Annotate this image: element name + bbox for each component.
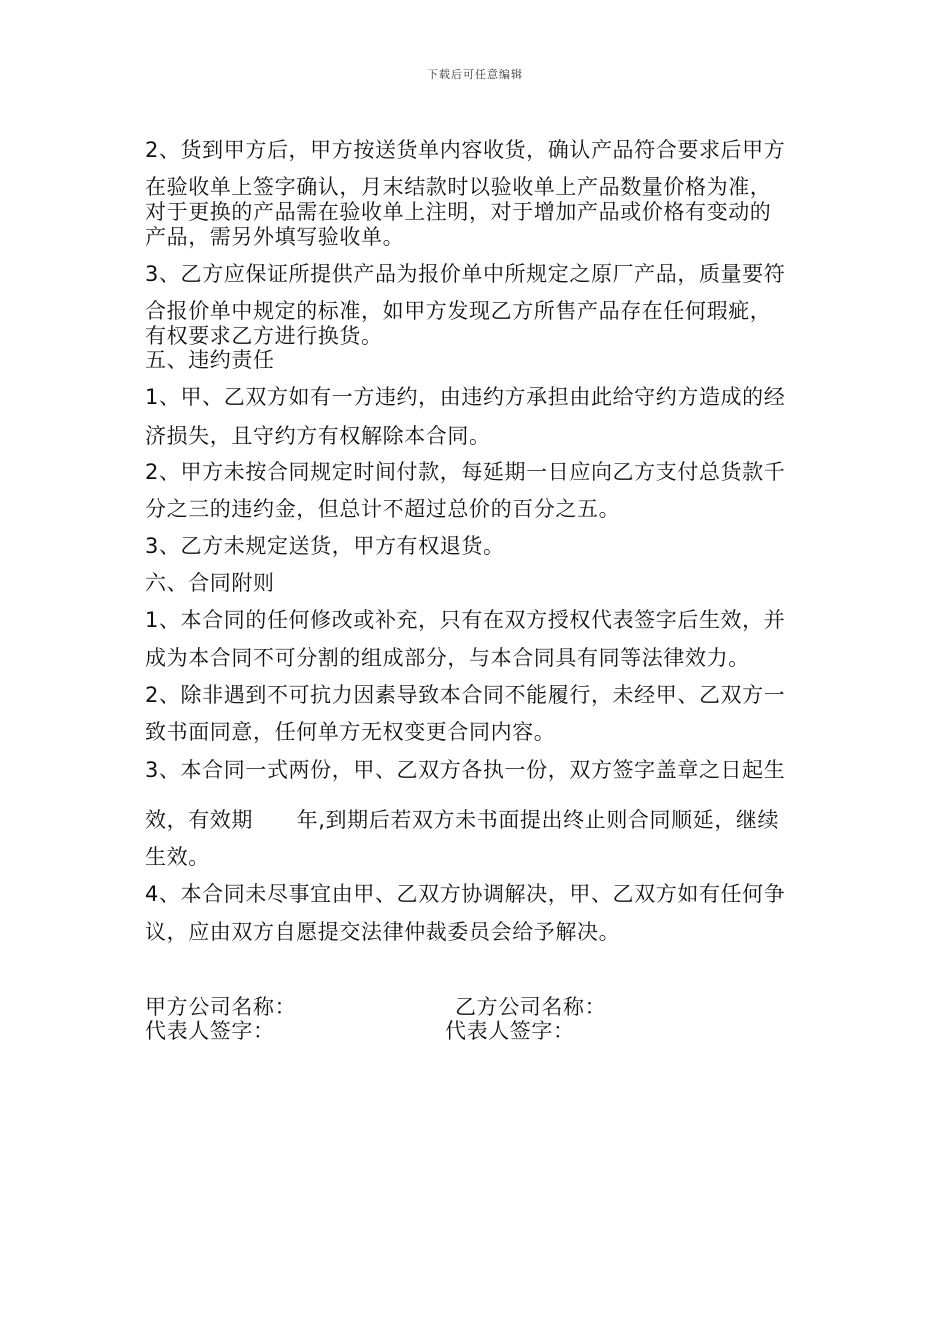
section-heading: 五、违约责任 [145,348,275,372]
paragraph-line: 议，应由双方自愿提交法律仲裁委员会给予解决。 [145,920,621,944]
paragraph-line: 在验收单上签字确认，月末结款时以验收单上产品数量价格为准， [145,175,772,199]
paragraph-line: 生效。 [145,845,210,869]
paragraph-line: 致书面同意，任何单方无权变更合同内容。 [145,720,556,744]
party-a-rep-label: 代表人签字： [145,1019,275,1043]
paragraph-line: 3、本合同一式两份，甲、乙双方各执一份，双方签字盖章之日起生 [145,758,786,782]
paragraph-line: 济损失，且守约方有权解除本合同。 [145,424,491,448]
paragraph-line: 3、乙方未规定送货，甲方有权退货。 [145,534,505,558]
party-a-company-label: 甲方公司名称： [145,995,297,1019]
paragraph-line: 效，有效期 年,到期后若双方未书面提出终止则合同顺延，继续 [145,808,780,832]
page-header: 下载后可任意编辑 [427,68,523,81]
paragraph-line: 有权要求乙方进行换货。 [145,324,383,348]
paragraph-line: 2、货到甲方后，甲方按送货单内容收货，确认产品符合要求后甲方 [145,138,786,162]
paragraph-line: 1、本合同的任何修改或补充，只有在双方授权代表签字后生效，并 [145,608,786,632]
paragraph-line: 对于更换的产品需在验收单上注明，对于增加产品或价格有变动的 [145,200,772,224]
party-b-rep-label: 代表人签字： [445,1019,575,1043]
paragraph-line: 4、本合同未尽事宜由甲、乙双方协调解决，甲、乙双方如有任何争 [145,882,786,906]
paragraph-line: 成为本合同不可分割的组成部分，与本合同具有同等法律效力。 [145,646,750,670]
paragraph-line: 产品，需另外填写验收单。 [145,225,405,249]
paragraph-line: 2、甲方未按合同规定时间付款，每延期一日应向乙方支付总货款千 [145,460,786,484]
section-heading: 六、合同附则 [145,571,275,595]
paragraph-line: 2、除非遇到不可抗力因素导致本合同不能履行，未经甲、乙双方一 [145,683,786,707]
paragraph-line: 合报价单中规定的标准，如甲方发现乙方所售产品存在任何瑕疵， [145,299,772,323]
party-b-company-label: 乙方公司名称： [455,995,607,1019]
paragraph-line: 1、甲、乙双方如有一方违约，由违约方承担由此给守约方造成的经 [145,385,786,409]
paragraph-line: 3、乙方应保证所提供产品为报价单中所规定之原厂产品，质量要符 [145,262,786,286]
paragraph-line: 分之三的违约金，但总计不超过总价的百分之五。 [145,497,621,521]
